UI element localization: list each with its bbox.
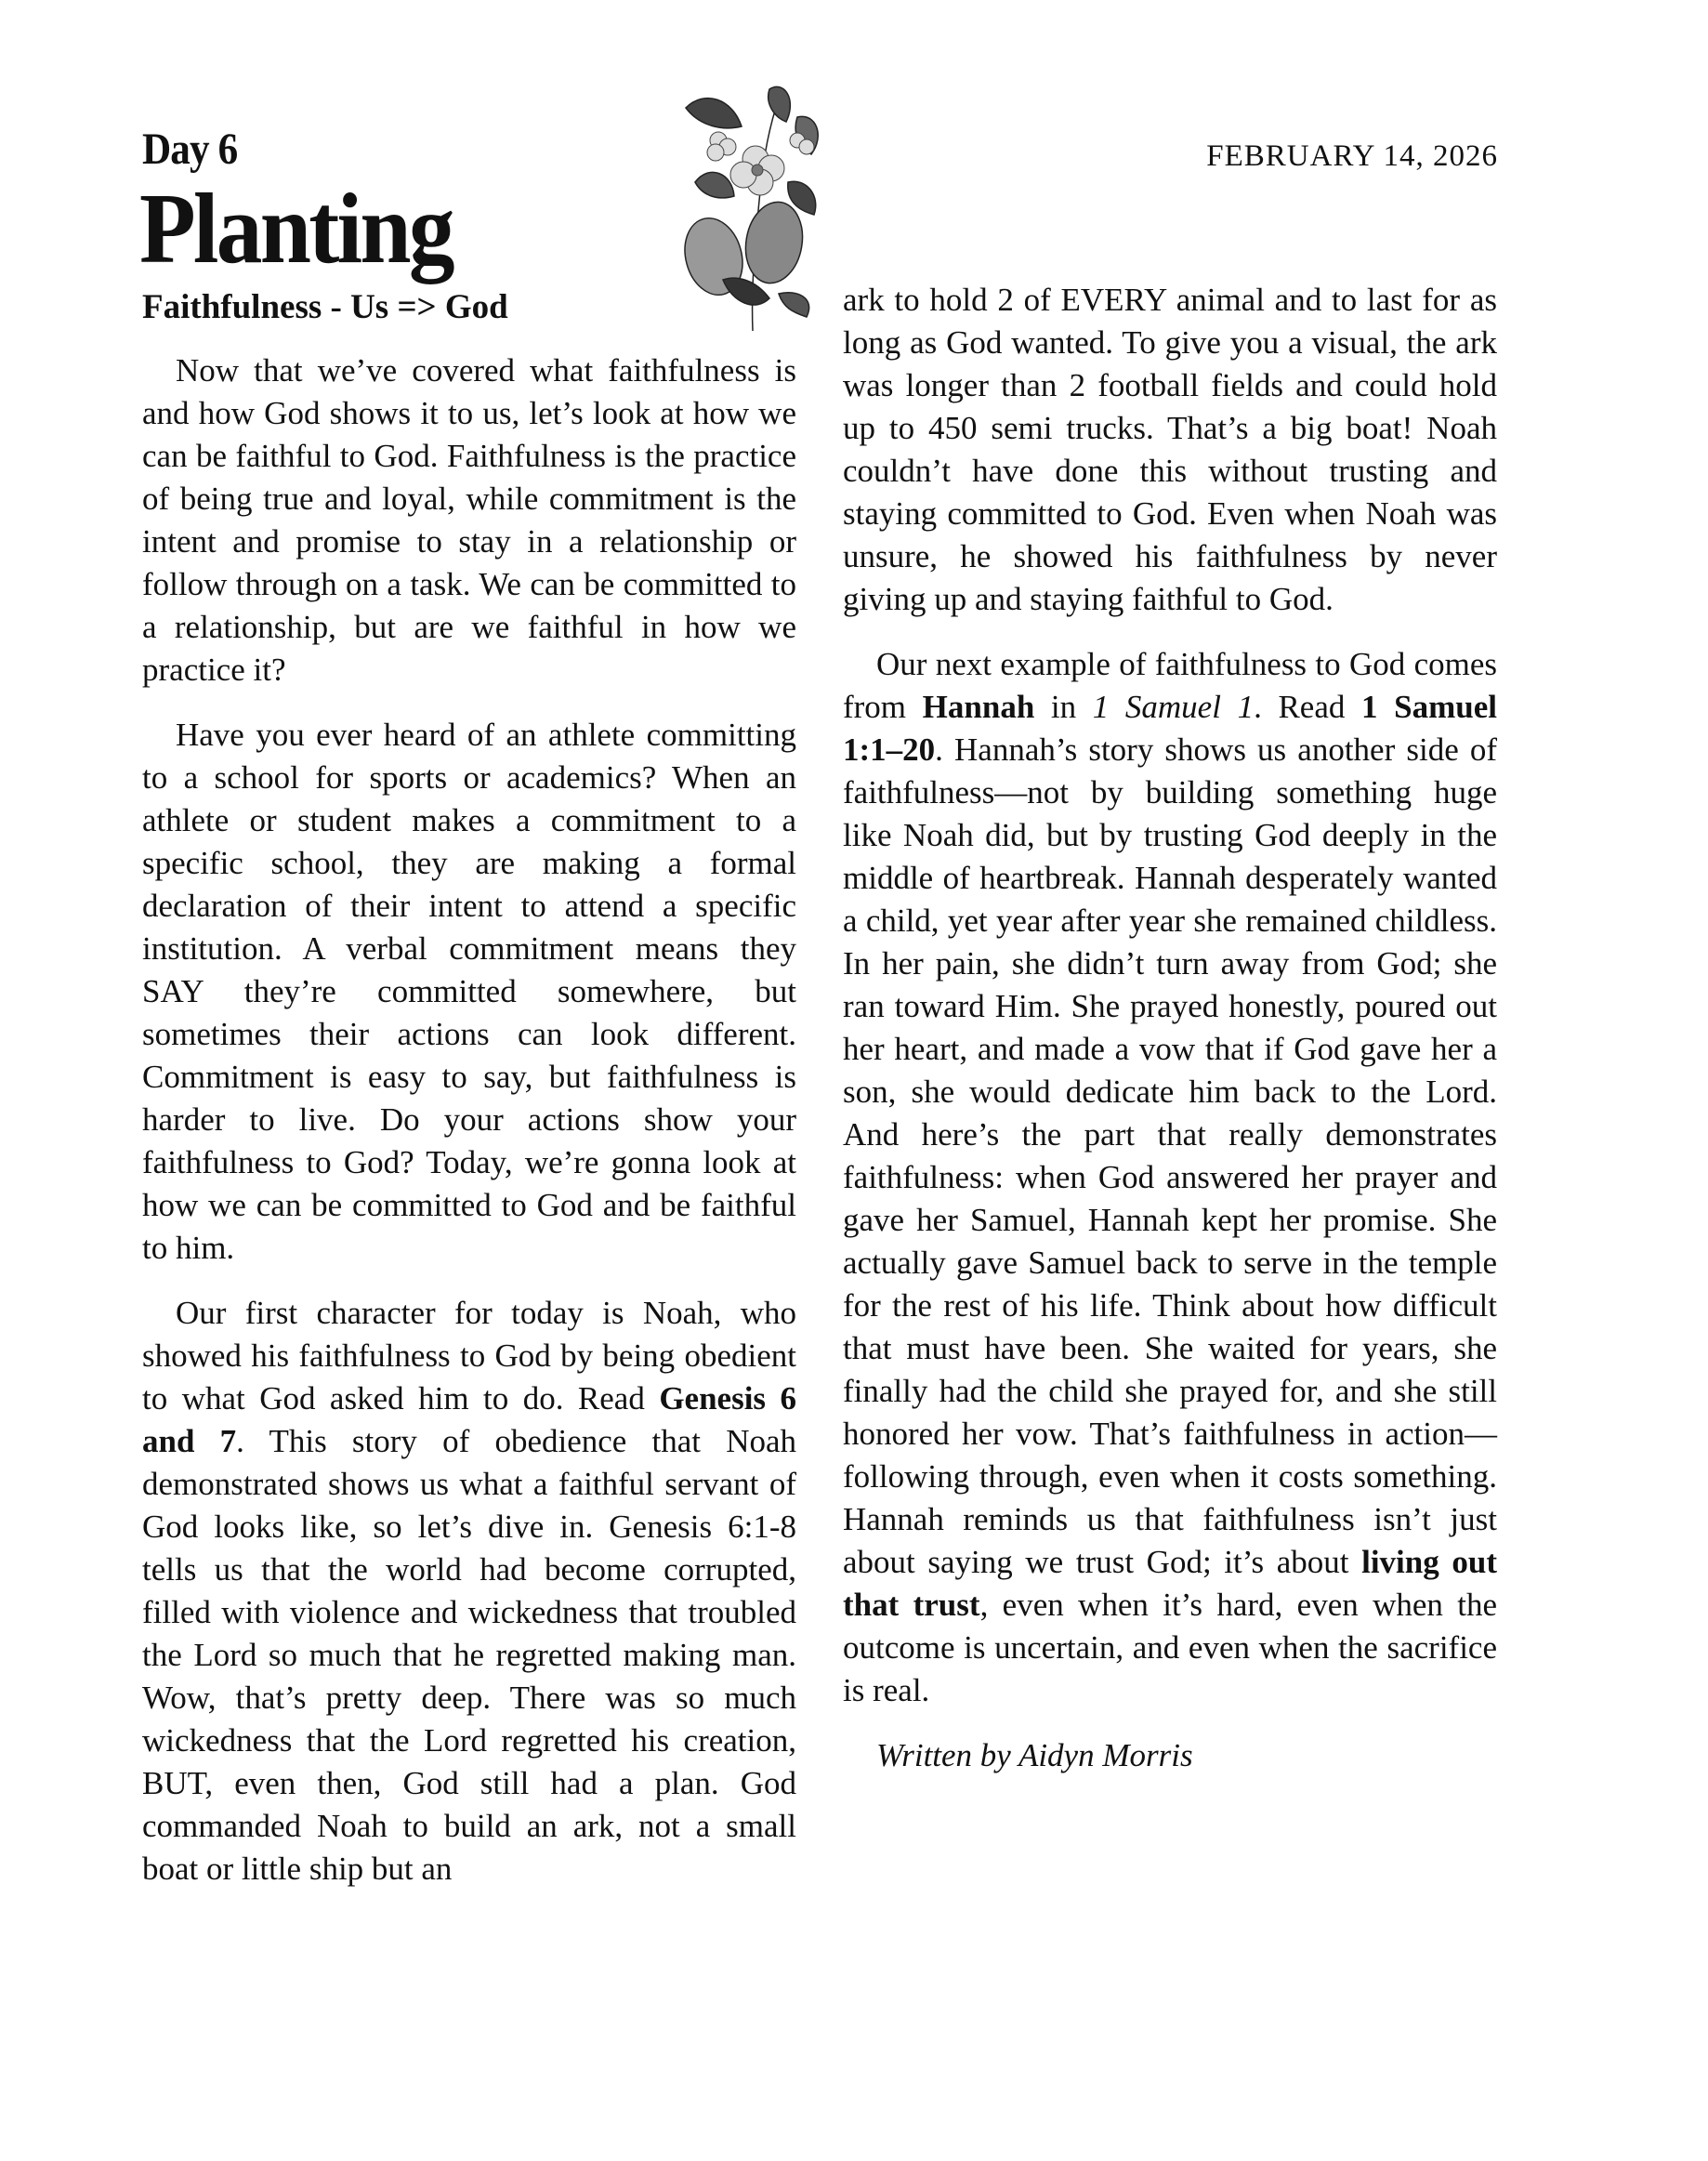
book-reference: 1 Samuel 1 [1092, 689, 1255, 725]
page-title: Planting [139, 174, 453, 284]
right-column [843, 279, 1497, 1799]
scripture-reference: Genesis 6 and 7 [142, 1380, 797, 1459]
text-segment: . This story of obedience that Noah demonstrated shows us what a faithful servant of God looks like, so let’s dive in. Genesis 6:1-8 tells us that the world had become corrupted, filled with violence and wickedness that troubled the Lord so much that he regretted making man. Wow, that’s pretty deep. There was so much wickedness that the Lord regretted his creation, BUT, even then, God still had a plan. God commanded Noah to build an ark, not a small boat or little ship but an [142, 1423, 796, 1887]
text-segment: . Hannah’s story shows us another side of faithfulness—not by building something huge like Noah did, but by trusting God deeply in the middle of heartbreak. Hannah desperately wanted a child, yet year after year she remained childless. In her pain, she didn’t turn away from God; she ran toward Him. She prayed honestly, poured out her heart, and made a vow that if God gave her a son, she would dedicate him back to the Lord. And here’s the part that really demonstrates faithfulness: when God answered her prayer and gave her Samuel, Hannah kept her promise. She actually gave Samuel back to serve in the temple for the rest of his life. Think about how difficult that must have been. She waited for years, she finally had the child she prayed for, and she still honored her vow. That’s faithfulness in action—following through, even when it costs something. Hannah reminds us that faithfulness isn’t just about saying we trust God; it’s about [843, 731, 1497, 1580]
paragraph-athlete: Have you ever heard of an athlete committing to a school for sports or academics? When an athlete or student makes a commitment to a specific school, they are making a formal declaration of their intent to attend a specific institution. A verbal commitment means they SAY they’re committed somewhere, but sometimes their actions can look different. Commitment is easy to say, but faithfulness is harder to live. Do your actions show your faithfulness to God? Today, we’re gonna look at how we can be committed to God and be faithful to him. [142, 717, 796, 1266]
left-column [142, 349, 796, 1913]
text-segment: , even when it’s hard, even when the outcome is uncertain, and even when the sacrifice is real. [843, 1587, 1497, 1708]
name-emphasis: Hannah [922, 689, 1035, 725]
botanical-illustration-icon [667, 80, 827, 333]
paragraph-intro: Now that we’ve covered what faithfulness is and how God shows it to us, let’s look at how we can be faithful to God. Faithfulness is the practice of being true and loyal, while commitment is the intent and promise to stay in a relationship or follow through on a task. We can be committed to a relationship, but are we faithful in how we practice it? [142, 352, 796, 688]
text-segment: Our next example of faithfulness to God comes from [843, 646, 1497, 725]
date-label: FEBRUARY 14, 2026 [1206, 139, 1498, 173]
text-segment: . Read [1254, 689, 1361, 725]
emphasis: living out that trust [843, 1544, 1497, 1623]
text-segment: in [1034, 689, 1093, 725]
paragraph-noah [142, 1292, 796, 1891]
page-subtitle: Faithfulness - Us => God [142, 288, 508, 326]
scripture-reference: 1 Samuel 1:1–20 [843, 689, 1497, 768]
paragraph-noah-continued: ark to hold 2 of EVERY animal and to last for as long as God wanted. To give you a visual, the ark was longer than 2 football fields and could hold up to 450 semi trucks. That’s a big boat! Noah couldn’t have done this without trusting and staying committed to God. Even when Noah was unsure, he showed his faithfulness by never giving up and staying faithful to God. [843, 282, 1497, 617]
text-segment: Our first character for today is Noah, who showed his faithfulness to God by being obedient to what God asked him to do. Read [142, 1295, 796, 1417]
author-signature: Written by Aidyn Morris [876, 1737, 1193, 1773]
paragraph-hannah [843, 643, 1497, 1712]
day-label: Day 6 [142, 125, 238, 174]
